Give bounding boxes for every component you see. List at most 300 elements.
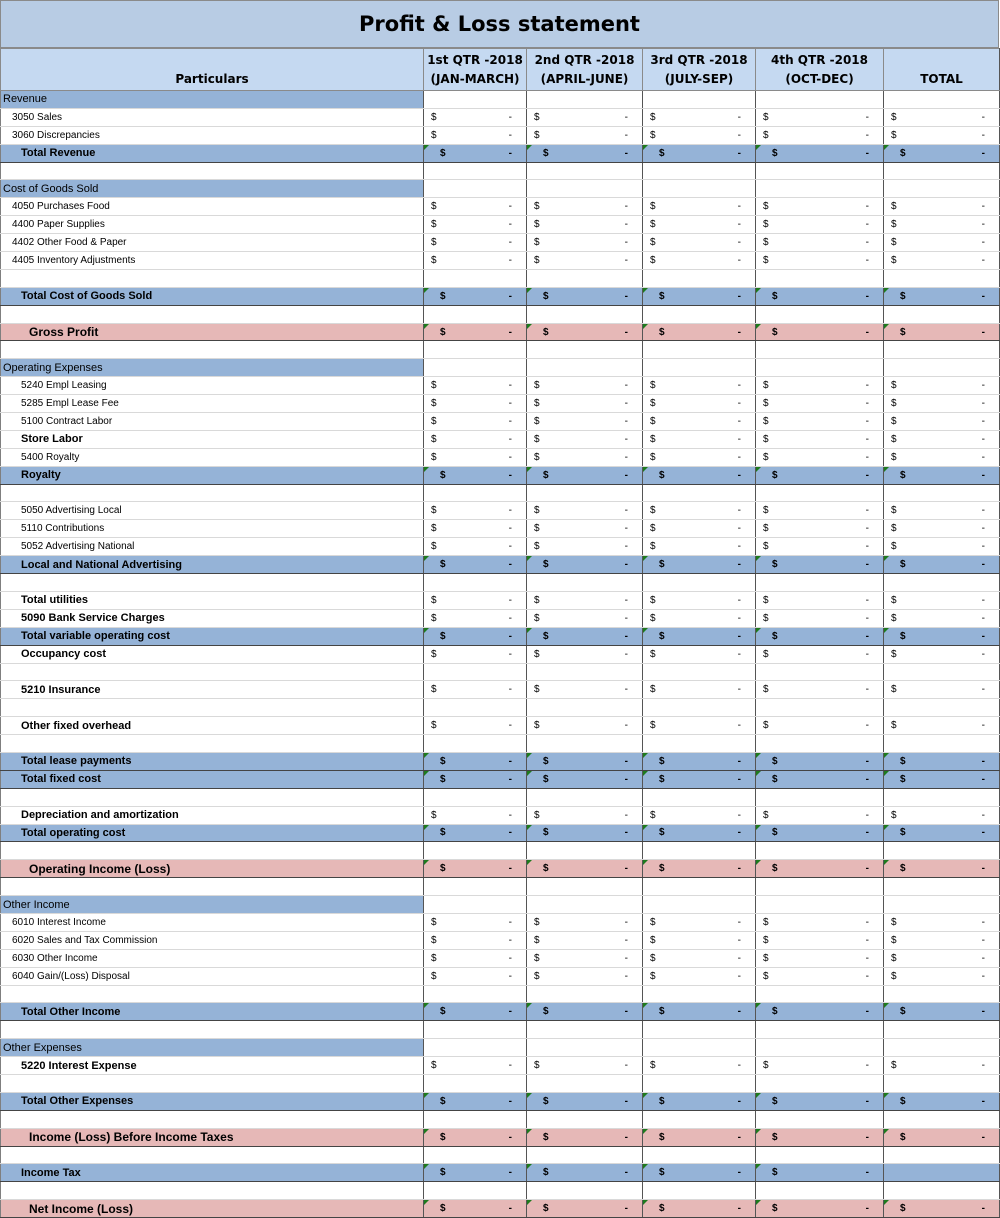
cell-q2[interactable] (527, 770, 643, 788)
cell-q1[interactable] (424, 287, 527, 305)
cell-q2[interactable] (527, 430, 643, 448)
cell-total[interactable] (884, 1200, 1000, 1218)
cell-q2[interactable] (527, 216, 643, 234)
row-label[interactable] (1, 341, 424, 359)
cell-total[interactable] (884, 574, 1000, 592)
cell-q3[interactable] (643, 556, 756, 574)
cell-q2[interactable] (527, 752, 643, 770)
cell-q4[interactable] (756, 1074, 884, 1092)
cell-q4[interactable] (756, 1200, 884, 1218)
cell-q1[interactable] (424, 663, 527, 681)
cell-q2[interactable] (527, 520, 643, 538)
cell-total[interactable] (884, 896, 1000, 914)
row-label[interactable] (1, 1074, 424, 1092)
row-label[interactable] (1, 305, 424, 323)
cell-q1[interactable] (424, 931, 527, 949)
row-label[interactable]: Total utilities (1, 591, 424, 609)
cell-q1[interactable] (424, 448, 527, 466)
cell-q2[interactable] (527, 985, 643, 1003)
header-q4[interactable] (756, 49, 884, 91)
cell-total[interactable] (884, 824, 1000, 842)
row-label[interactable]: 3050 Sales (1, 108, 424, 126)
row-label[interactable]: Net Income (Loss) (1, 1200, 424, 1218)
cell-q3[interactable] (643, 663, 756, 681)
cell-q4[interactable] (756, 681, 884, 699)
cell-total[interactable] (884, 1182, 1000, 1200)
cell-q4[interactable] (756, 252, 884, 270)
cell-q4[interactable] (756, 1003, 884, 1021)
row-label[interactable] (1, 788, 424, 806)
cell-q2[interactable] (527, 162, 643, 180)
cell-total[interactable] (884, 252, 1000, 270)
cell-q3[interactable] (643, 269, 756, 287)
row-label[interactable] (1, 663, 424, 681)
cell-q4[interactable] (756, 949, 884, 967)
cell-q3[interactable] (643, 681, 756, 699)
cell-total[interactable] (884, 806, 1000, 824)
cell-q2[interactable] (527, 1021, 643, 1039)
cell-total[interactable] (884, 180, 1000, 198)
cell-q4[interactable] (756, 1128, 884, 1146)
cell-q2[interactable] (527, 574, 643, 592)
cell-q3[interactable] (643, 967, 756, 985)
header-q1[interactable] (424, 49, 527, 91)
cell-q2[interactable] (527, 949, 643, 967)
cell-q1[interactable] (424, 502, 527, 520)
row-label[interactable]: 4405 Inventory Adjustments (1, 252, 424, 270)
cell-q3[interactable] (643, 931, 756, 949)
cell-q3[interactable] (643, 1074, 756, 1092)
row-label[interactable]: Total lease payments (1, 752, 424, 770)
cell-q4[interactable] (756, 556, 884, 574)
cell-q3[interactable] (643, 395, 756, 413)
cell-q1[interactable] (424, 1200, 527, 1218)
cell-q1[interactable] (424, 913, 527, 931)
cell-q4[interactable] (756, 1039, 884, 1057)
header-q3[interactable] (643, 49, 756, 91)
cell-q3[interactable] (643, 949, 756, 967)
cell-q4[interactable] (756, 1092, 884, 1110)
cell-q2[interactable] (527, 252, 643, 270)
cell-q2[interactable] (527, 395, 643, 413)
cell-q3[interactable] (643, 717, 756, 735)
cell-q1[interactable] (424, 1146, 527, 1164)
cell-q3[interactable] (643, 413, 756, 431)
header-q2[interactable] (527, 49, 643, 91)
row-label[interactable]: 3060 Discrepancies (1, 126, 424, 144)
cell-q1[interactable] (424, 305, 527, 323)
cell-q1[interactable] (424, 1182, 527, 1200)
cell-total[interactable] (884, 413, 1000, 431)
row-label[interactable]: Operating Income (Loss) (1, 860, 424, 878)
cell-total[interactable] (884, 126, 1000, 144)
row-label[interactable]: 5400 Royalty (1, 448, 424, 466)
cell-q3[interactable] (643, 216, 756, 234)
cell-q3[interactable] (643, 788, 756, 806)
cell-q1[interactable] (424, 985, 527, 1003)
cell-q2[interactable] (527, 931, 643, 949)
cell-q4[interactable] (756, 574, 884, 592)
cell-q3[interactable] (643, 448, 756, 466)
cell-q2[interactable] (527, 538, 643, 556)
cell-q3[interactable] (643, 591, 756, 609)
cell-total[interactable] (884, 1092, 1000, 1110)
row-label[interactable]: Total variable operating cost (1, 627, 424, 645)
cell-q4[interactable] (756, 752, 884, 770)
row-label[interactable]: Other Income (1, 896, 424, 914)
cell-total[interactable] (884, 1039, 1000, 1057)
cell-q4[interactable] (756, 126, 884, 144)
cell-q1[interactable] (424, 180, 527, 198)
cell-q1[interactable] (424, 878, 527, 896)
cell-total[interactable] (884, 556, 1000, 574)
cell-q3[interactable] (643, 91, 756, 109)
cell-q4[interactable] (756, 216, 884, 234)
row-label[interactable] (1, 269, 424, 287)
cell-total[interactable] (884, 591, 1000, 609)
cell-q2[interactable] (527, 1057, 643, 1075)
cell-q1[interactable] (424, 860, 527, 878)
cell-total[interactable] (884, 234, 1000, 252)
cell-total[interactable] (884, 717, 1000, 735)
cell-q4[interactable] (756, 144, 884, 162)
cell-q4[interactable] (756, 287, 884, 305)
cell-q4[interactable] (756, 770, 884, 788)
cell-q2[interactable] (527, 466, 643, 484)
cell-q2[interactable] (527, 967, 643, 985)
row-label[interactable]: 6020 Sales and Tax Commission (1, 931, 424, 949)
cell-total[interactable] (884, 913, 1000, 931)
cell-q3[interactable] (643, 609, 756, 627)
cell-q3[interactable] (643, 985, 756, 1003)
cell-q1[interactable] (424, 269, 527, 287)
cell-q3[interactable] (643, 162, 756, 180)
cell-q1[interactable] (424, 824, 527, 842)
cell-q3[interactable] (643, 234, 756, 252)
cell-q3[interactable] (643, 502, 756, 520)
row-label[interactable]: 6010 Interest Income (1, 913, 424, 931)
row-label[interactable]: 4400 Paper Supplies (1, 216, 424, 234)
cell-q2[interactable] (527, 1074, 643, 1092)
cell-q4[interactable] (756, 717, 884, 735)
cell-q4[interactable] (756, 413, 884, 431)
cell-total[interactable] (884, 645, 1000, 663)
row-label[interactable]: Store Labor (1, 430, 424, 448)
cell-q1[interactable] (424, 645, 527, 663)
row-label[interactable]: Revenue (1, 91, 424, 109)
cell-q2[interactable] (527, 91, 643, 109)
cell-q4[interactable] (756, 502, 884, 520)
cell-q1[interactable] (424, 413, 527, 431)
cell-total[interactable] (884, 466, 1000, 484)
cell-q3[interactable] (643, 126, 756, 144)
cell-total[interactable] (884, 484, 1000, 502)
cell-q3[interactable] (643, 878, 756, 896)
cell-total[interactable] (884, 609, 1000, 627)
cell-q2[interactable] (527, 824, 643, 842)
row-label[interactable]: Royalty (1, 466, 424, 484)
cell-q1[interactable] (424, 377, 527, 395)
cell-q3[interactable] (643, 770, 756, 788)
cell-q1[interactable] (424, 574, 527, 592)
cell-q2[interactable] (527, 860, 643, 878)
cell-q1[interactable] (424, 1092, 527, 1110)
cell-q3[interactable] (643, 359, 756, 377)
row-label[interactable]: Total Revenue (1, 144, 424, 162)
cell-q4[interactable] (756, 395, 884, 413)
cell-q1[interactable] (424, 770, 527, 788)
cell-q2[interactable] (527, 663, 643, 681)
cell-q2[interactable] (527, 913, 643, 931)
cell-q1[interactable] (424, 108, 527, 126)
cell-q4[interactable] (756, 484, 884, 502)
row-label[interactable]: 5100 Contract Labor (1, 413, 424, 431)
cell-q3[interactable] (643, 1021, 756, 1039)
cell-q3[interactable] (643, 198, 756, 216)
row-label[interactable] (1, 1182, 424, 1200)
cell-q2[interactable] (527, 699, 643, 717)
cell-q1[interactable] (424, 699, 527, 717)
row-label[interactable]: Occupancy cost (1, 645, 424, 663)
cell-q2[interactable] (527, 1164, 643, 1182)
row-label[interactable]: Total Cost of Goods Sold (1, 287, 424, 305)
cell-q2[interactable] (527, 1092, 643, 1110)
cell-total[interactable] (884, 878, 1000, 896)
cell-q4[interactable] (756, 520, 884, 538)
cell-q3[interactable] (643, 1039, 756, 1057)
cell-q4[interactable] (756, 699, 884, 717)
cell-q2[interactable] (527, 717, 643, 735)
cell-total[interactable] (884, 430, 1000, 448)
cell-q3[interactable] (643, 645, 756, 663)
cell-q1[interactable] (424, 359, 527, 377)
cell-total[interactable] (884, 699, 1000, 717)
row-label[interactable] (1, 484, 424, 502)
cell-q4[interactable] (756, 198, 884, 216)
row-label[interactable]: Cost of Goods Sold (1, 180, 424, 198)
cell-q3[interactable] (643, 627, 756, 645)
cell-q2[interactable] (527, 735, 643, 753)
cell-q4[interactable] (756, 1146, 884, 1164)
cell-q3[interactable] (643, 252, 756, 270)
row-label[interactable] (1, 878, 424, 896)
cell-q2[interactable] (527, 645, 643, 663)
cell-q2[interactable] (527, 198, 643, 216)
row-label[interactable] (1, 735, 424, 753)
row-label[interactable]: Income Tax (1, 1164, 424, 1182)
row-label[interactable] (1, 162, 424, 180)
cell-q1[interactable] (424, 949, 527, 967)
cell-q4[interactable] (756, 1182, 884, 1200)
cell-q3[interactable] (643, 108, 756, 126)
cell-q4[interactable] (756, 967, 884, 985)
cell-q1[interactable] (424, 198, 527, 216)
cell-q4[interactable] (756, 842, 884, 860)
cell-q1[interactable] (424, 717, 527, 735)
cell-total[interactable] (884, 752, 1000, 770)
cell-q2[interactable] (527, 323, 643, 341)
cell-q3[interactable] (643, 860, 756, 878)
cell-q2[interactable] (527, 1200, 643, 1218)
cell-q3[interactable] (643, 1182, 756, 1200)
cell-q3[interactable] (643, 1057, 756, 1075)
row-label[interactable]: Other Expenses (1, 1039, 424, 1057)
cell-q1[interactable] (424, 1021, 527, 1039)
row-label[interactable]: Total Other Income (1, 1003, 424, 1021)
cell-q3[interactable] (643, 1110, 756, 1128)
cell-q4[interactable] (756, 878, 884, 896)
cell-total[interactable] (884, 162, 1000, 180)
cell-total[interactable] (884, 842, 1000, 860)
cell-q1[interactable] (424, 735, 527, 753)
cell-total[interactable] (884, 323, 1000, 341)
cell-q4[interactable] (756, 788, 884, 806)
cell-q4[interactable] (756, 806, 884, 824)
cell-q1[interactable] (424, 1074, 527, 1092)
cell-total[interactable] (884, 1057, 1000, 1075)
row-label[interactable]: 6040 Gain/(Loss) Disposal (1, 967, 424, 985)
cell-q3[interactable] (643, 323, 756, 341)
cell-q3[interactable] (643, 520, 756, 538)
cell-q4[interactable] (756, 1057, 884, 1075)
cell-q2[interactable] (527, 896, 643, 914)
cell-q2[interactable] (527, 377, 643, 395)
cell-q4[interactable] (756, 627, 884, 645)
cell-total[interactable] (884, 502, 1000, 520)
cell-q4[interactable] (756, 538, 884, 556)
cell-q4[interactable] (756, 1110, 884, 1128)
cell-q4[interactable] (756, 1021, 884, 1039)
row-label[interactable]: Operating Expenses (1, 359, 424, 377)
cell-q3[interactable] (643, 180, 756, 198)
cell-total[interactable] (884, 1110, 1000, 1128)
cell-q2[interactable] (527, 502, 643, 520)
cell-q2[interactable] (527, 180, 643, 198)
cell-q1[interactable] (424, 752, 527, 770)
row-label[interactable]: Gross Profit (1, 323, 424, 341)
cell-q4[interactable] (756, 377, 884, 395)
cell-q4[interactable] (756, 645, 884, 663)
row-label[interactable]: 5052 Advertising National (1, 538, 424, 556)
cell-q3[interactable] (643, 430, 756, 448)
cell-total[interactable] (884, 359, 1000, 377)
cell-total[interactable] (884, 735, 1000, 753)
cell-q4[interactable] (756, 269, 884, 287)
row-label[interactable]: Depreciation and amortization (1, 806, 424, 824)
cell-q1[interactable] (424, 1039, 527, 1057)
cell-q1[interactable] (424, 126, 527, 144)
cell-q2[interactable] (527, 1039, 643, 1057)
cell-q2[interactable] (527, 878, 643, 896)
cell-q4[interactable] (756, 448, 884, 466)
cell-q1[interactable] (424, 466, 527, 484)
cell-q1[interactable] (424, 341, 527, 359)
cell-q2[interactable] (527, 305, 643, 323)
cell-q4[interactable] (756, 466, 884, 484)
cell-q4[interactable] (756, 162, 884, 180)
cell-q1[interactable] (424, 1164, 527, 1182)
cell-q2[interactable] (527, 1146, 643, 1164)
cell-q1[interactable] (424, 896, 527, 914)
cell-q2[interactable] (527, 1003, 643, 1021)
cell-total[interactable] (884, 287, 1000, 305)
cell-q1[interactable] (424, 216, 527, 234)
cell-q2[interactable] (527, 144, 643, 162)
row-label[interactable]: Total operating cost (1, 824, 424, 842)
cell-q1[interactable] (424, 395, 527, 413)
row-label[interactable]: Total Other Expenses (1, 1092, 424, 1110)
cell-total[interactable] (884, 538, 1000, 556)
cell-q1[interactable] (424, 323, 527, 341)
cell-q3[interactable] (643, 287, 756, 305)
cell-total[interactable] (884, 985, 1000, 1003)
cell-q1[interactable] (424, 252, 527, 270)
cell-q2[interactable] (527, 556, 643, 574)
cell-q1[interactable] (424, 430, 527, 448)
cell-q2[interactable] (527, 359, 643, 377)
cell-total[interactable] (884, 448, 1000, 466)
row-label[interactable] (1, 1110, 424, 1128)
cell-total[interactable] (884, 269, 1000, 287)
cell-total[interactable] (884, 967, 1000, 985)
cell-total[interactable] (884, 520, 1000, 538)
cell-q4[interactable] (756, 323, 884, 341)
row-label[interactable] (1, 985, 424, 1003)
cell-q3[interactable] (643, 1092, 756, 1110)
cell-total[interactable] (884, 1164, 1000, 1182)
row-label[interactable]: Local and National Advertising (1, 556, 424, 574)
cell-q1[interactable] (424, 484, 527, 502)
cell-q2[interactable] (527, 788, 643, 806)
cell-q2[interactable] (527, 341, 643, 359)
cell-q3[interactable] (643, 1200, 756, 1218)
row-label[interactable]: 5220 Interest Expense (1, 1057, 424, 1075)
cell-q1[interactable] (424, 234, 527, 252)
cell-q1[interactable] (424, 967, 527, 985)
cell-q1[interactable] (424, 1128, 527, 1146)
row-label[interactable] (1, 1146, 424, 1164)
cell-q1[interactable] (424, 788, 527, 806)
cell-q3[interactable] (643, 896, 756, 914)
row-label[interactable]: Total fixed cost (1, 770, 424, 788)
cell-q4[interactable] (756, 108, 884, 126)
row-label[interactable] (1, 699, 424, 717)
cell-q2[interactable] (527, 1182, 643, 1200)
row-label[interactable]: 5050 Advertising Local (1, 502, 424, 520)
cell-q1[interactable] (424, 538, 527, 556)
cell-total[interactable] (884, 931, 1000, 949)
cell-q2[interactable] (527, 1110, 643, 1128)
cell-q4[interactable] (756, 234, 884, 252)
cell-q3[interactable] (643, 735, 756, 753)
cell-q2[interactable] (527, 126, 643, 144)
header-particulars[interactable]: Particulars (1, 49, 424, 91)
cell-q4[interactable] (756, 180, 884, 198)
cell-q3[interactable] (643, 1146, 756, 1164)
cell-total[interactable] (884, 1128, 1000, 1146)
cell-q3[interactable] (643, 752, 756, 770)
cell-q3[interactable] (643, 144, 756, 162)
row-label[interactable] (1, 1021, 424, 1039)
cell-q1[interactable] (424, 842, 527, 860)
row-label[interactable]: 5210 Insurance (1, 681, 424, 699)
row-label[interactable] (1, 574, 424, 592)
row-label[interactable]: Income (Loss) Before Income Taxes (1, 1128, 424, 1146)
cell-q4[interactable] (756, 591, 884, 609)
cell-total[interactable] (884, 341, 1000, 359)
cell-q1[interactable] (424, 556, 527, 574)
cell-q3[interactable] (643, 466, 756, 484)
